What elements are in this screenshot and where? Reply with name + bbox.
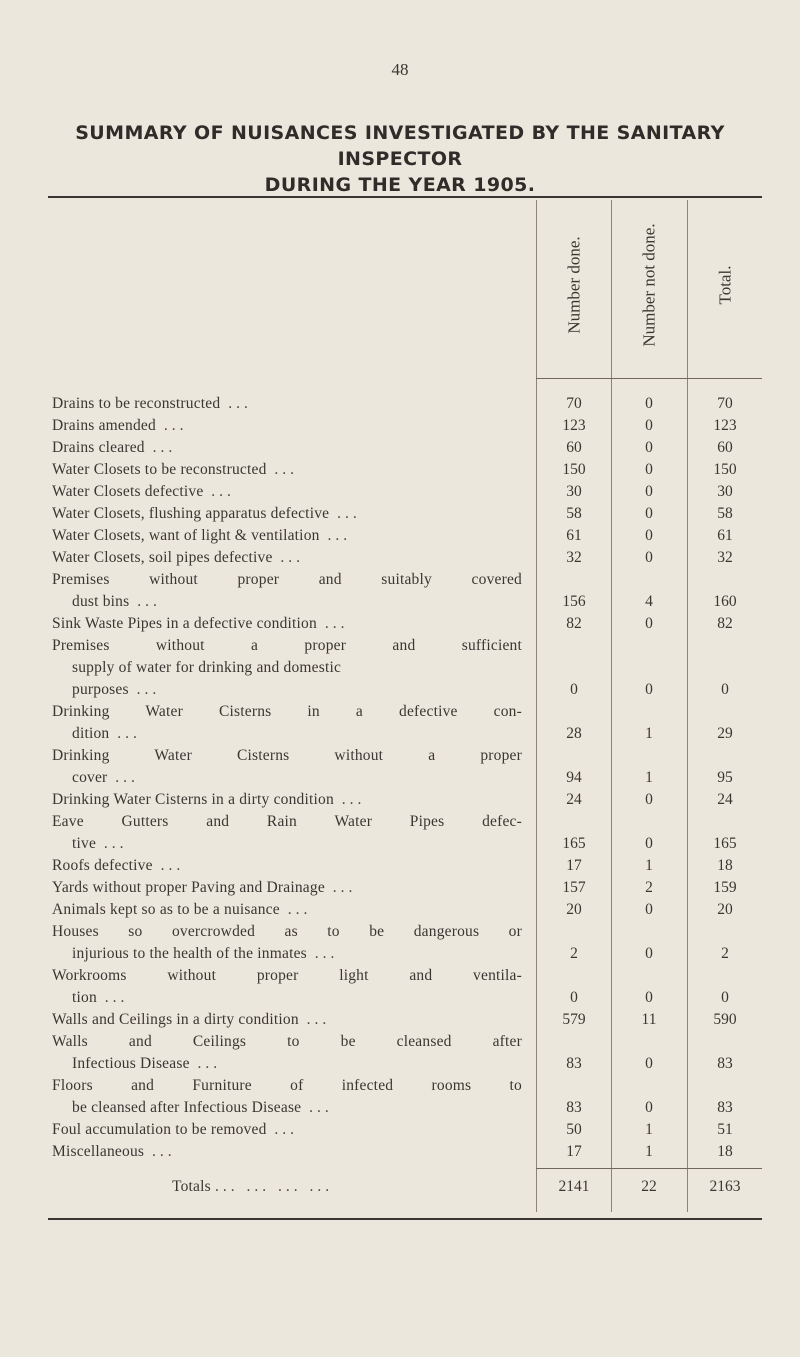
cell-total: 0	[721, 989, 729, 1006]
row-label: Drains to be reconstructed ...	[52, 395, 252, 412]
cell-done: 165	[562, 835, 586, 852]
cell-not-done: 0	[645, 945, 653, 962]
row-label: Water Closets to be reconstructed ...	[52, 461, 299, 478]
cell-done: 82	[566, 615, 582, 632]
cell-done: 17	[566, 1143, 582, 1160]
cell-done: 2	[570, 945, 578, 962]
cell-total: 20	[717, 901, 733, 918]
cell-done: 0	[570, 989, 578, 1006]
cell-not-done: 1	[645, 857, 653, 874]
cell-not-done: 0	[645, 483, 653, 500]
cell-not-done: 11	[641, 1011, 657, 1028]
cell-not-done: 0	[645, 791, 653, 808]
cell-total: 18	[717, 857, 733, 874]
top-rule	[48, 196, 762, 198]
cell-total: 83	[717, 1099, 733, 1116]
row-label: Drinking Water Cisterns without a proper cover ...	[52, 747, 522, 786]
title-line-2: DURING THE YEAR 1905.	[264, 174, 536, 196]
row-label: Water Closets, flushing apparatus defective ...	[52, 505, 361, 522]
cell-total: 70	[717, 395, 733, 412]
cell-not-done: 0	[645, 417, 653, 434]
cell-done: 83	[566, 1099, 582, 1116]
cell-total: 24	[717, 791, 733, 808]
cell-total: 0	[721, 681, 729, 698]
cell-done: 58	[566, 505, 582, 522]
cell-total: 60	[717, 439, 733, 456]
cell-not-done: 2	[645, 879, 653, 896]
cell-done: 123	[562, 417, 586, 434]
cell-not-done: 1	[645, 725, 653, 742]
cell-total: 123	[713, 417, 737, 434]
cell-not-done: 1	[645, 1121, 653, 1138]
cell-done: 0	[570, 681, 578, 698]
cell-total: 150	[713, 461, 737, 478]
cell-done: 28	[566, 725, 582, 742]
row-label: Drains cleared ...	[52, 439, 177, 456]
totals-rule	[536, 1168, 762, 1169]
cell-not-done: 0	[645, 615, 653, 632]
cell-total: 159	[713, 879, 737, 896]
column-header-total: Total.	[715, 265, 735, 305]
cell-done: 50	[566, 1121, 582, 1138]
cell-not-done: 1	[645, 769, 653, 786]
header-rule	[536, 378, 762, 379]
column-header-done: Number done.	[564, 236, 584, 334]
row-label: Drinking Water Cisterns in a defective con- dition ...	[52, 703, 522, 742]
cell-done: 94	[566, 769, 582, 786]
row-label: Drains amended ...	[52, 417, 188, 434]
cell-total: 18	[717, 1143, 733, 1160]
cell-done: 32	[566, 549, 582, 566]
cell-total: 32	[717, 549, 733, 566]
cell-not-done: 0	[645, 1099, 653, 1116]
cell-not-done: 0	[645, 395, 653, 412]
cell-not-done: 1	[645, 1143, 653, 1160]
cell-done: 30	[566, 483, 582, 500]
row-label: Houses so overcrowded as to be dangerous or injurious to the health of the inmates ...	[52, 923, 522, 962]
row-label: Drinking Water Cisterns in a dirty condition ...	[52, 791, 366, 808]
cell-total: 61	[717, 527, 733, 544]
row-label: Walls and Ceilings to be cleansed after Infectious Disease ...	[52, 1033, 522, 1072]
cell-not-done: 0	[645, 505, 653, 522]
cell-done: 83	[566, 1055, 582, 1072]
cell-done: 20	[566, 901, 582, 918]
cell-done: 150	[562, 461, 586, 478]
totals-done: 2141	[558, 1178, 590, 1195]
cell-total: 590	[713, 1011, 737, 1028]
row-label: Walls and Ceilings in a dirty condition ...	[52, 1011, 331, 1028]
cell-total: 160	[713, 593, 737, 610]
row-label: Premises without proper and suitably covered dust bins ...	[52, 571, 522, 610]
bottom-rule	[48, 1218, 762, 1220]
row-label: Floors and Furniture of infected rooms to be cleansed after Infectious Disease ...	[52, 1077, 522, 1116]
row-label: Water Closets, want of light & ventilation ...	[52, 527, 352, 544]
row-label: Animals kept so as to be a nuisance ...	[52, 901, 312, 918]
cell-total: 95	[717, 769, 733, 786]
row-label: Water Closets defective ...	[52, 483, 235, 500]
cell-not-done: 0	[645, 439, 653, 456]
cell-done: 24	[566, 791, 582, 808]
cell-not-done: 0	[645, 549, 653, 566]
row-label: Water Closets, soil pipes defective ...	[52, 549, 305, 566]
row-label: Foul accumulation to be removed ...	[52, 1121, 299, 1138]
row-label: Sink Waste Pipes in a defective condition ...	[52, 615, 349, 632]
totals-not-done: 22	[641, 1178, 657, 1195]
row-label: Miscellaneous ...	[52, 1143, 176, 1160]
cell-not-done: 0	[645, 835, 653, 852]
cell-done: 60	[566, 439, 582, 456]
page-number: 48	[391, 60, 409, 79]
cell-not-done: 0	[645, 527, 653, 544]
cell-total: 30	[717, 483, 733, 500]
cell-not-done: 4	[645, 593, 653, 610]
row-label: Eave Gutters and Rain Water Pipes defec- tive ...	[52, 813, 522, 852]
cell-not-done: 0	[645, 681, 653, 698]
cell-done: 70	[566, 395, 582, 412]
totals-label: Totals	[172, 1178, 211, 1195]
cell-total: 165	[713, 835, 737, 852]
totals-total: 2163	[709, 1178, 741, 1195]
cell-done: 157	[562, 879, 586, 896]
cell-done: 61	[566, 527, 582, 544]
cell-total: 83	[717, 1055, 733, 1072]
cell-not-done: 0	[645, 461, 653, 478]
cell-total: 29	[717, 725, 733, 742]
column-header-not-done: Number not done.	[639, 223, 659, 347]
cell-total: 51	[717, 1121, 733, 1138]
cell-done: 156	[562, 593, 586, 610]
cell-done: 579	[562, 1011, 586, 1028]
row-label: Roofs defective ...	[52, 857, 185, 874]
cell-total: 58	[717, 505, 733, 522]
title-line-1: SUMMARY OF NUISANCES INVESTIGATED BY THE SANITARY INSPECTOR	[75, 122, 725, 170]
cell-done: 17	[566, 857, 582, 874]
page-title	[40, 120, 760, 198]
cell-not-done: 0	[645, 901, 653, 918]
cell-total: 82	[717, 615, 733, 632]
row-label: Workrooms without proper light and ventila- tion ...	[52, 967, 522, 1006]
row-label: Yards without proper Paving and Drainage ...	[52, 879, 357, 896]
cell-total: 2	[721, 945, 729, 962]
row-label: Premises without a proper and sufficient supply of water for drinking and domestic purposes ...	[52, 637, 522, 698]
cell-not-done: 0	[645, 989, 653, 1006]
cell-not-done: 0	[645, 1055, 653, 1072]
